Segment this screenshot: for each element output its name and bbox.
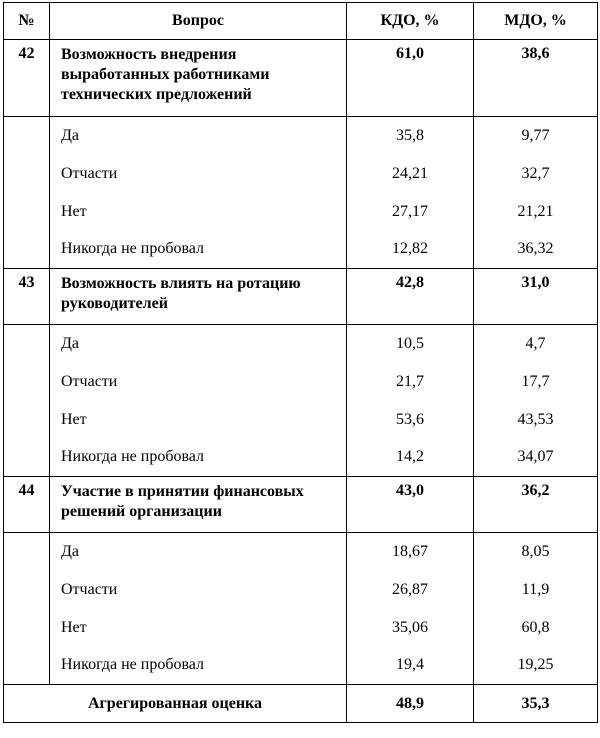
answer-kdo: 14,2 xyxy=(347,439,474,477)
table-header-row xyxy=(4,3,598,40)
answer-mdo: 8,05 xyxy=(474,533,598,571)
answer-row xyxy=(4,401,598,439)
answer-mdo: 60,8 xyxy=(474,609,598,647)
summary-mdo: 35,3 xyxy=(474,685,598,723)
answer-mdo: 34,07 xyxy=(474,439,598,477)
answer-row xyxy=(4,571,598,609)
answer-kdo: 12,82 xyxy=(347,231,474,269)
answer-kdo: 27,17 xyxy=(347,193,474,231)
answer-kdo: 53,6 xyxy=(347,401,474,439)
answer-label: Отчасти xyxy=(50,155,347,193)
question-kdo-value: 43,0 xyxy=(347,477,474,533)
answer-row xyxy=(4,533,598,571)
answer-row xyxy=(4,155,598,193)
answer-kdo: 10,5 xyxy=(347,325,474,363)
question-number: 42 xyxy=(4,40,50,117)
answer-mdo: 17,7 xyxy=(474,363,598,401)
answer-label: Да xyxy=(50,533,347,571)
answer-label: Нет xyxy=(50,193,347,231)
answer-kdo: 19,4 xyxy=(347,647,474,685)
col-header-mdo: МДО, % xyxy=(474,3,598,40)
answer-mdo: 32,7 xyxy=(474,155,598,193)
question-row xyxy=(4,40,598,117)
answer-row xyxy=(4,647,598,685)
answer-mdo: 43,53 xyxy=(474,401,598,439)
answer-row xyxy=(4,325,598,363)
answer-label: Никогда не пробовал xyxy=(50,231,347,269)
number-spacer xyxy=(4,117,50,269)
summary-label: Агрегированная оценка xyxy=(4,685,347,723)
question-number: 43 xyxy=(4,269,50,325)
question-mdo-value: 31,0 xyxy=(474,269,598,325)
answer-label: Никогда не пробовал xyxy=(50,647,347,685)
answer-mdo: 4,7 xyxy=(474,325,598,363)
survey-table xyxy=(3,2,598,723)
answer-label: Да xyxy=(50,117,347,155)
answer-mdo: 9,77 xyxy=(474,117,598,155)
answer-row xyxy=(4,117,598,155)
col-header-question: Вопрос xyxy=(50,3,347,40)
question-text: Возможность влиять на ротацию руководителей xyxy=(50,269,347,325)
col-header-kdo: КДО, % xyxy=(347,3,474,40)
answer-label: Отчасти xyxy=(50,363,347,401)
answer-label: Да xyxy=(50,325,347,363)
answer-row xyxy=(4,363,598,401)
question-kdo-value: 61,0 xyxy=(347,40,474,117)
answer-kdo: 21,7 xyxy=(347,363,474,401)
question-text: Участие в принятии финансовых решений организации xyxy=(50,477,347,533)
answer-label: Никогда не пробовал xyxy=(50,439,347,477)
answer-row xyxy=(4,231,598,269)
question-mdo-value: 36,2 xyxy=(474,477,598,533)
answer-mdo: 11,9 xyxy=(474,571,598,609)
answer-label: Нет xyxy=(50,401,347,439)
question-text: Возможность внедрения выработанных работниками технических предложений xyxy=(50,40,347,117)
answer-row xyxy=(4,609,598,647)
answer-kdo: 35,06 xyxy=(347,609,474,647)
summary-row xyxy=(4,685,598,723)
answer-mdo: 19,25 xyxy=(474,647,598,685)
answer-mdo: 36,32 xyxy=(474,231,598,269)
question-kdo-value: 42,8 xyxy=(347,269,474,325)
answer-row xyxy=(4,439,598,477)
answer-kdo: 26,87 xyxy=(347,571,474,609)
col-header-num: № xyxy=(4,3,50,40)
question-mdo-value: 38,6 xyxy=(474,40,598,117)
question-number: 44 xyxy=(4,477,50,533)
number-spacer xyxy=(4,533,50,685)
answer-label: Нет xyxy=(50,609,347,647)
answer-kdo: 24,21 xyxy=(347,155,474,193)
answer-label: Отчасти xyxy=(50,571,347,609)
answer-mdo: 21,21 xyxy=(474,193,598,231)
question-row xyxy=(4,269,598,325)
summary-kdo: 48,9 xyxy=(347,685,474,723)
answer-row xyxy=(4,193,598,231)
answer-kdo: 18,67 xyxy=(347,533,474,571)
answer-kdo: 35,8 xyxy=(347,117,474,155)
number-spacer xyxy=(4,325,50,477)
question-row xyxy=(4,477,598,533)
